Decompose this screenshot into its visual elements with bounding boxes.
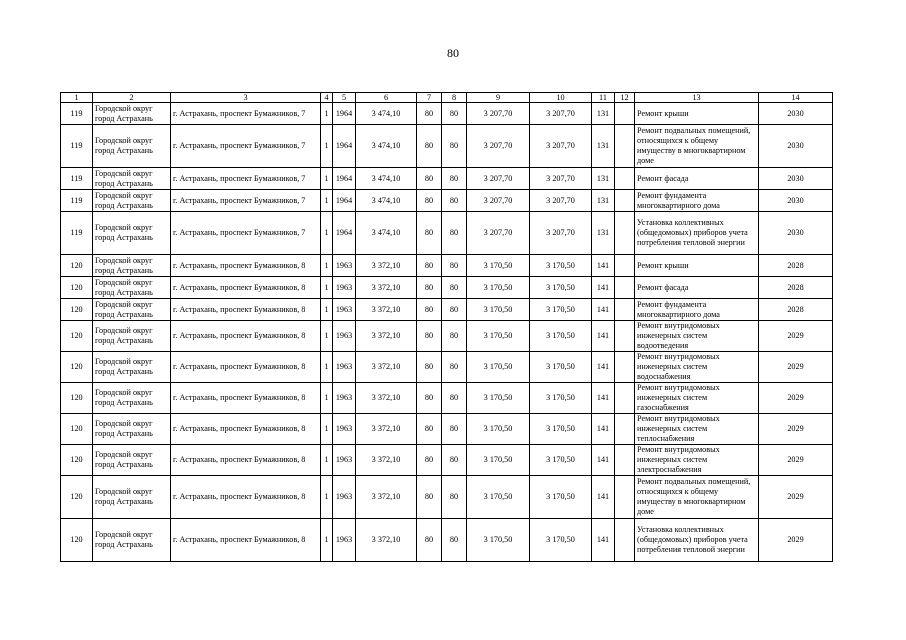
cell-municipality: Городской округ город Астрахань xyxy=(93,168,171,190)
table-row xyxy=(61,352,833,383)
cell-row-number: 120 xyxy=(61,352,93,383)
cell-area-residential: 3 207,70 xyxy=(467,103,530,125)
cell-blank-cell xyxy=(615,190,635,212)
cell-resident-count: 131 xyxy=(592,190,615,212)
cell-year-built: 1963 xyxy=(333,476,356,519)
cell-municipality: Городской округ город Астрахань xyxy=(93,255,171,277)
cell-area-common: 3 170,50 xyxy=(530,255,592,277)
cell-work-type: Ремонт фундамента многоквартирного дома xyxy=(635,190,759,212)
column-header-6: 6 xyxy=(356,93,417,103)
cell-resident-count: 141 xyxy=(592,476,615,519)
cell-row-number: 120 xyxy=(61,383,93,414)
cell-building-count: 1 xyxy=(321,168,333,190)
table-row xyxy=(61,103,833,125)
cell-resident-count: 141 xyxy=(592,321,615,352)
cell-blank-cell xyxy=(615,519,635,562)
cell-address: г. Астрахань, проспект Бумажников, 8 xyxy=(171,383,321,414)
page-number: 80 xyxy=(447,46,459,60)
cell-address: г. Астрахань, проспект Бумажников, 8 xyxy=(171,299,321,321)
cell-address: г. Астрахань, проспект Бумажников, 8 xyxy=(171,255,321,277)
cell-area-residential: 3 170,50 xyxy=(467,519,530,562)
cell-area-common: 3 170,50 xyxy=(530,299,592,321)
column-header-8: 8 xyxy=(442,93,467,103)
cell-total-area: 3 474,10 xyxy=(356,125,417,168)
cell-wear-percent-b: 80 xyxy=(442,414,467,445)
cell-municipality: Городской округ город Астрахань xyxy=(93,476,171,519)
cell-area-common: 3 170,50 xyxy=(530,414,592,445)
cell-municipality: Городской округ город Астрахань xyxy=(93,445,171,476)
cell-work-type: Ремонт крыши xyxy=(635,255,759,277)
cell-row-number: 119 xyxy=(61,125,93,168)
cell-municipality: Городской округ город Астрахань xyxy=(93,321,171,352)
table-row xyxy=(61,168,833,190)
cell-work-type: Ремонт внутридомовых инженерных систем электроснабжения xyxy=(635,445,759,476)
cell-year-built: 1963 xyxy=(333,383,356,414)
cell-wear-percent-a: 80 xyxy=(417,125,442,168)
cell-wear-percent-a: 80 xyxy=(417,255,442,277)
cell-work-type: Ремонт фасада xyxy=(635,168,759,190)
cell-address: г. Астрахань, проспект Бумажников, 7 xyxy=(171,190,321,212)
table-row xyxy=(61,321,833,352)
cell-building-count: 1 xyxy=(321,299,333,321)
table-row xyxy=(61,445,833,476)
cell-row-number: 120 xyxy=(61,321,93,352)
column-header-10: 10 xyxy=(530,93,592,103)
cell-resident-count: 141 xyxy=(592,352,615,383)
cell-municipality: Городской округ город Астрахань xyxy=(93,190,171,212)
cell-area-residential: 3 207,70 xyxy=(467,168,530,190)
cell-planned-year: 2028 xyxy=(759,277,833,299)
cell-planned-year: 2028 xyxy=(759,255,833,277)
cell-area-common: 3 170,50 xyxy=(530,519,592,562)
cell-work-type: Ремонт крыши xyxy=(635,103,759,125)
cell-wear-percent-b: 80 xyxy=(442,277,467,299)
cell-year-built: 1963 xyxy=(333,277,356,299)
column-header-7: 7 xyxy=(417,93,442,103)
table-row xyxy=(61,190,833,212)
cell-address: г. Астрахань, проспект Бумажников, 8 xyxy=(171,476,321,519)
table-row xyxy=(61,277,833,299)
cell-building-count: 1 xyxy=(321,519,333,562)
cell-planned-year: 2029 xyxy=(759,476,833,519)
cell-row-number: 120 xyxy=(61,476,93,519)
cell-wear-percent-a: 80 xyxy=(417,212,442,255)
cell-wear-percent-a: 80 xyxy=(417,321,442,352)
cell-address: г. Астрахань, проспект Бумажников, 7 xyxy=(171,168,321,190)
cell-row-number: 120 xyxy=(61,299,93,321)
cell-building-count: 1 xyxy=(321,476,333,519)
cell-area-residential: 3 207,70 xyxy=(467,125,530,168)
cell-area-residential: 3 170,50 xyxy=(467,321,530,352)
cell-total-area: 3 474,10 xyxy=(356,212,417,255)
cell-area-common: 3 207,70 xyxy=(530,125,592,168)
cell-building-count: 1 xyxy=(321,445,333,476)
cell-total-area: 3 372,10 xyxy=(356,383,417,414)
cell-building-count: 1 xyxy=(321,383,333,414)
cell-wear-percent-b: 80 xyxy=(442,445,467,476)
cell-work-type: Ремонт подвальных помещений, относящихся к общему имуществу в многоквартирном доме xyxy=(635,476,759,519)
cell-area-common: 3 207,70 xyxy=(530,168,592,190)
cell-year-built: 1963 xyxy=(333,414,356,445)
cell-planned-year: 2030 xyxy=(759,168,833,190)
table-body xyxy=(61,103,833,562)
cell-blank-cell xyxy=(615,168,635,190)
cell-municipality: Городской округ город Астрахань xyxy=(93,519,171,562)
cell-wear-percent-b: 80 xyxy=(442,190,467,212)
cell-wear-percent-a: 80 xyxy=(417,519,442,562)
cell-row-number: 120 xyxy=(61,277,93,299)
cell-wear-percent-a: 80 xyxy=(417,168,442,190)
cell-municipality: Городской округ город Астрахань xyxy=(93,383,171,414)
cell-blank-cell xyxy=(615,476,635,519)
column-header-2: 2 xyxy=(93,93,171,103)
cell-total-area: 3 372,10 xyxy=(356,414,417,445)
cell-area-common: 3 207,70 xyxy=(530,190,592,212)
cell-area-residential: 3 170,50 xyxy=(467,383,530,414)
cell-wear-percent-b: 80 xyxy=(442,103,467,125)
cell-blank-cell xyxy=(615,255,635,277)
column-header-11: 11 xyxy=(592,93,615,103)
cell-row-number: 119 xyxy=(61,212,93,255)
cell-total-area: 3 372,10 xyxy=(356,277,417,299)
cell-resident-count: 131 xyxy=(592,168,615,190)
cell-building-count: 1 xyxy=(321,414,333,445)
cell-address: г. Астрахань, проспект Бумажников, 8 xyxy=(171,321,321,352)
cell-row-number: 120 xyxy=(61,519,93,562)
cell-area-common: 3 170,50 xyxy=(530,277,592,299)
cell-year-built: 1963 xyxy=(333,255,356,277)
cell-year-built: 1963 xyxy=(333,352,356,383)
cell-wear-percent-b: 80 xyxy=(442,299,467,321)
cell-building-count: 1 xyxy=(321,255,333,277)
cell-row-number: 120 xyxy=(61,445,93,476)
table-row xyxy=(61,414,833,445)
cell-address: г. Астрахань, проспект Бумажников, 8 xyxy=(171,414,321,445)
repair-schedule-table xyxy=(60,92,833,562)
cell-planned-year: 2028 xyxy=(759,299,833,321)
cell-planned-year: 2030 xyxy=(759,125,833,168)
cell-resident-count: 141 xyxy=(592,519,615,562)
cell-resident-count: 141 xyxy=(592,255,615,277)
cell-area-residential: 3 170,50 xyxy=(467,255,530,277)
cell-wear-percent-a: 80 xyxy=(417,277,442,299)
cell-total-area: 3 372,10 xyxy=(356,445,417,476)
cell-municipality: Городской округ город Астрахань xyxy=(93,299,171,321)
cell-work-type: Ремонт внутридомовых инженерных систем газоснабжения xyxy=(635,383,759,414)
cell-area-residential: 3 207,70 xyxy=(467,212,530,255)
cell-municipality: Городской округ город Астрахань xyxy=(93,212,171,255)
cell-blank-cell xyxy=(615,212,635,255)
cell-work-type: Установка коллективных (общедомовых) приборов учета потребления тепловой энергии xyxy=(635,519,759,562)
cell-area-common: 3 207,70 xyxy=(530,212,592,255)
cell-row-number: 119 xyxy=(61,168,93,190)
column-header-13: 13 xyxy=(635,93,759,103)
cell-work-type: Ремонт фундамента многоквартирного дома xyxy=(635,299,759,321)
cell-total-area: 3 372,10 xyxy=(356,352,417,383)
cell-address: г. Астрахань, проспект Бумажников, 8 xyxy=(171,277,321,299)
column-header-3: 3 xyxy=(171,93,321,103)
cell-planned-year: 2030 xyxy=(759,212,833,255)
cell-resident-count: 141 xyxy=(592,383,615,414)
cell-planned-year: 2029 xyxy=(759,321,833,352)
cell-wear-percent-b: 80 xyxy=(442,125,467,168)
cell-total-area: 3 372,10 xyxy=(356,476,417,519)
cell-total-area: 3 372,10 xyxy=(356,321,417,352)
cell-resident-count: 131 xyxy=(592,212,615,255)
cell-area-residential: 3 170,50 xyxy=(467,414,530,445)
cell-address: г. Астрахань, проспект Бумажников, 7 xyxy=(171,212,321,255)
cell-work-type: Ремонт подвальных помещений, относящихся к общему имуществу в многоквартирном доме xyxy=(635,125,759,168)
cell-year-built: 1964 xyxy=(333,190,356,212)
cell-planned-year: 2029 xyxy=(759,519,833,562)
cell-building-count: 1 xyxy=(321,277,333,299)
cell-row-number: 120 xyxy=(61,255,93,277)
cell-row-number: 120 xyxy=(61,414,93,445)
cell-address: г. Астрахань, проспект Бумажников, 8 xyxy=(171,519,321,562)
cell-wear-percent-b: 80 xyxy=(442,383,467,414)
cell-area-residential: 3 207,70 xyxy=(467,190,530,212)
table-row xyxy=(61,299,833,321)
cell-planned-year: 2029 xyxy=(759,352,833,383)
cell-area-residential: 3 170,50 xyxy=(467,445,530,476)
cell-wear-percent-a: 80 xyxy=(417,103,442,125)
cell-wear-percent-a: 80 xyxy=(417,414,442,445)
cell-blank-cell xyxy=(615,321,635,352)
cell-municipality: Городской округ город Астрахань xyxy=(93,352,171,383)
cell-work-type: Ремонт внутридомовых инженерных систем водоотведения xyxy=(635,321,759,352)
cell-blank-cell xyxy=(615,414,635,445)
cell-year-built: 1963 xyxy=(333,519,356,562)
cell-wear-percent-b: 80 xyxy=(442,352,467,383)
header-row xyxy=(61,93,833,103)
cell-resident-count: 141 xyxy=(592,414,615,445)
cell-work-type: Установка коллективных (общедомовых) приборов учета потребления тепловой энергии xyxy=(635,212,759,255)
table-row xyxy=(61,125,833,168)
cell-blank-cell xyxy=(615,445,635,476)
cell-blank-cell xyxy=(615,277,635,299)
table-row xyxy=(61,255,833,277)
column-header-1: 1 xyxy=(61,93,93,103)
cell-municipality: Городской округ город Астрахань xyxy=(93,103,171,125)
cell-area-common: 3 170,50 xyxy=(530,476,592,519)
cell-wear-percent-a: 80 xyxy=(417,352,442,383)
column-header-12: 12 xyxy=(615,93,635,103)
cell-address: г. Астрахань, проспект Бумажников, 8 xyxy=(171,352,321,383)
cell-area-common: 3 170,50 xyxy=(530,383,592,414)
cell-blank-cell xyxy=(615,299,635,321)
cell-building-count: 1 xyxy=(321,321,333,352)
cell-work-type: Ремонт внутридомовых инженерных систем водоснабжения xyxy=(635,352,759,383)
cell-wear-percent-b: 80 xyxy=(442,519,467,562)
cell-row-number: 119 xyxy=(61,190,93,212)
cell-address: г. Астрахань, проспект Бумажников, 7 xyxy=(171,125,321,168)
cell-wear-percent-b: 80 xyxy=(442,476,467,519)
cell-resident-count: 141 xyxy=(592,277,615,299)
cell-total-area: 3 372,10 xyxy=(356,255,417,277)
cell-building-count: 1 xyxy=(321,125,333,168)
cell-area-common: 3 207,70 xyxy=(530,103,592,125)
cell-blank-cell xyxy=(615,352,635,383)
column-header-4: 4 xyxy=(321,93,333,103)
cell-year-built: 1963 xyxy=(333,321,356,352)
table-row xyxy=(61,383,833,414)
cell-municipality: Городской округ город Астрахань xyxy=(93,414,171,445)
table-row xyxy=(61,212,833,255)
cell-area-residential: 3 170,50 xyxy=(467,352,530,383)
cell-area-common: 3 170,50 xyxy=(530,352,592,383)
cell-blank-cell xyxy=(615,103,635,125)
cell-wear-percent-b: 80 xyxy=(442,321,467,352)
cell-year-built: 1964 xyxy=(333,125,356,168)
cell-area-residential: 3 170,50 xyxy=(467,476,530,519)
cell-wear-percent-b: 80 xyxy=(442,168,467,190)
cell-total-area: 3 372,10 xyxy=(356,519,417,562)
cell-wear-percent-b: 80 xyxy=(442,212,467,255)
cell-resident-count: 141 xyxy=(592,445,615,476)
cell-planned-year: 2029 xyxy=(759,383,833,414)
cell-blank-cell xyxy=(615,383,635,414)
cell-total-area: 3 474,10 xyxy=(356,103,417,125)
cell-year-built: 1964 xyxy=(333,168,356,190)
cell-area-residential: 3 170,50 xyxy=(467,299,530,321)
cell-municipality: Городской округ город Астрахань xyxy=(93,277,171,299)
table-row xyxy=(61,519,833,562)
cell-area-residential: 3 170,50 xyxy=(467,277,530,299)
cell-area-common: 3 170,50 xyxy=(530,445,592,476)
cell-resident-count: 131 xyxy=(592,125,615,168)
cell-planned-year: 2030 xyxy=(759,190,833,212)
cell-work-type: Ремонт фасада xyxy=(635,277,759,299)
cell-building-count: 1 xyxy=(321,190,333,212)
cell-resident-count: 131 xyxy=(592,103,615,125)
cell-building-count: 1 xyxy=(321,352,333,383)
cell-work-type: Ремонт внутридомовых инженерных систем теплоснабжения xyxy=(635,414,759,445)
table-row xyxy=(61,476,833,519)
cell-planned-year: 2030 xyxy=(759,103,833,125)
cell-planned-year: 2029 xyxy=(759,445,833,476)
column-header-9: 9 xyxy=(467,93,530,103)
cell-wear-percent-a: 80 xyxy=(417,299,442,321)
column-header-5: 5 xyxy=(333,93,356,103)
cell-address: г. Астрахань, проспект Бумажников, 7 xyxy=(171,103,321,125)
cell-year-built: 1963 xyxy=(333,299,356,321)
cell-total-area: 3 372,10 xyxy=(356,299,417,321)
cell-area-common: 3 170,50 xyxy=(530,321,592,352)
cell-resident-count: 141 xyxy=(592,299,615,321)
cell-wear-percent-a: 80 xyxy=(417,190,442,212)
cell-blank-cell xyxy=(615,125,635,168)
cell-year-built: 1964 xyxy=(333,103,356,125)
cell-wear-percent-a: 80 xyxy=(417,445,442,476)
cell-wear-percent-a: 80 xyxy=(417,476,442,519)
cell-address: г. Астрахань, проспект Бумажников, 8 xyxy=(171,445,321,476)
cell-building-count: 1 xyxy=(321,212,333,255)
cell-municipality: Городской округ город Астрахань xyxy=(93,125,171,168)
cell-year-built: 1963 xyxy=(333,445,356,476)
cell-building-count: 1 xyxy=(321,103,333,125)
cell-wear-percent-b: 80 xyxy=(442,255,467,277)
cell-wear-percent-a: 80 xyxy=(417,383,442,414)
cell-year-built: 1964 xyxy=(333,212,356,255)
column-header-14: 14 xyxy=(759,93,833,103)
cell-total-area: 3 474,10 xyxy=(356,168,417,190)
cell-total-area: 3 474,10 xyxy=(356,190,417,212)
cell-row-number: 119 xyxy=(61,103,93,125)
cell-planned-year: 2029 xyxy=(759,414,833,445)
